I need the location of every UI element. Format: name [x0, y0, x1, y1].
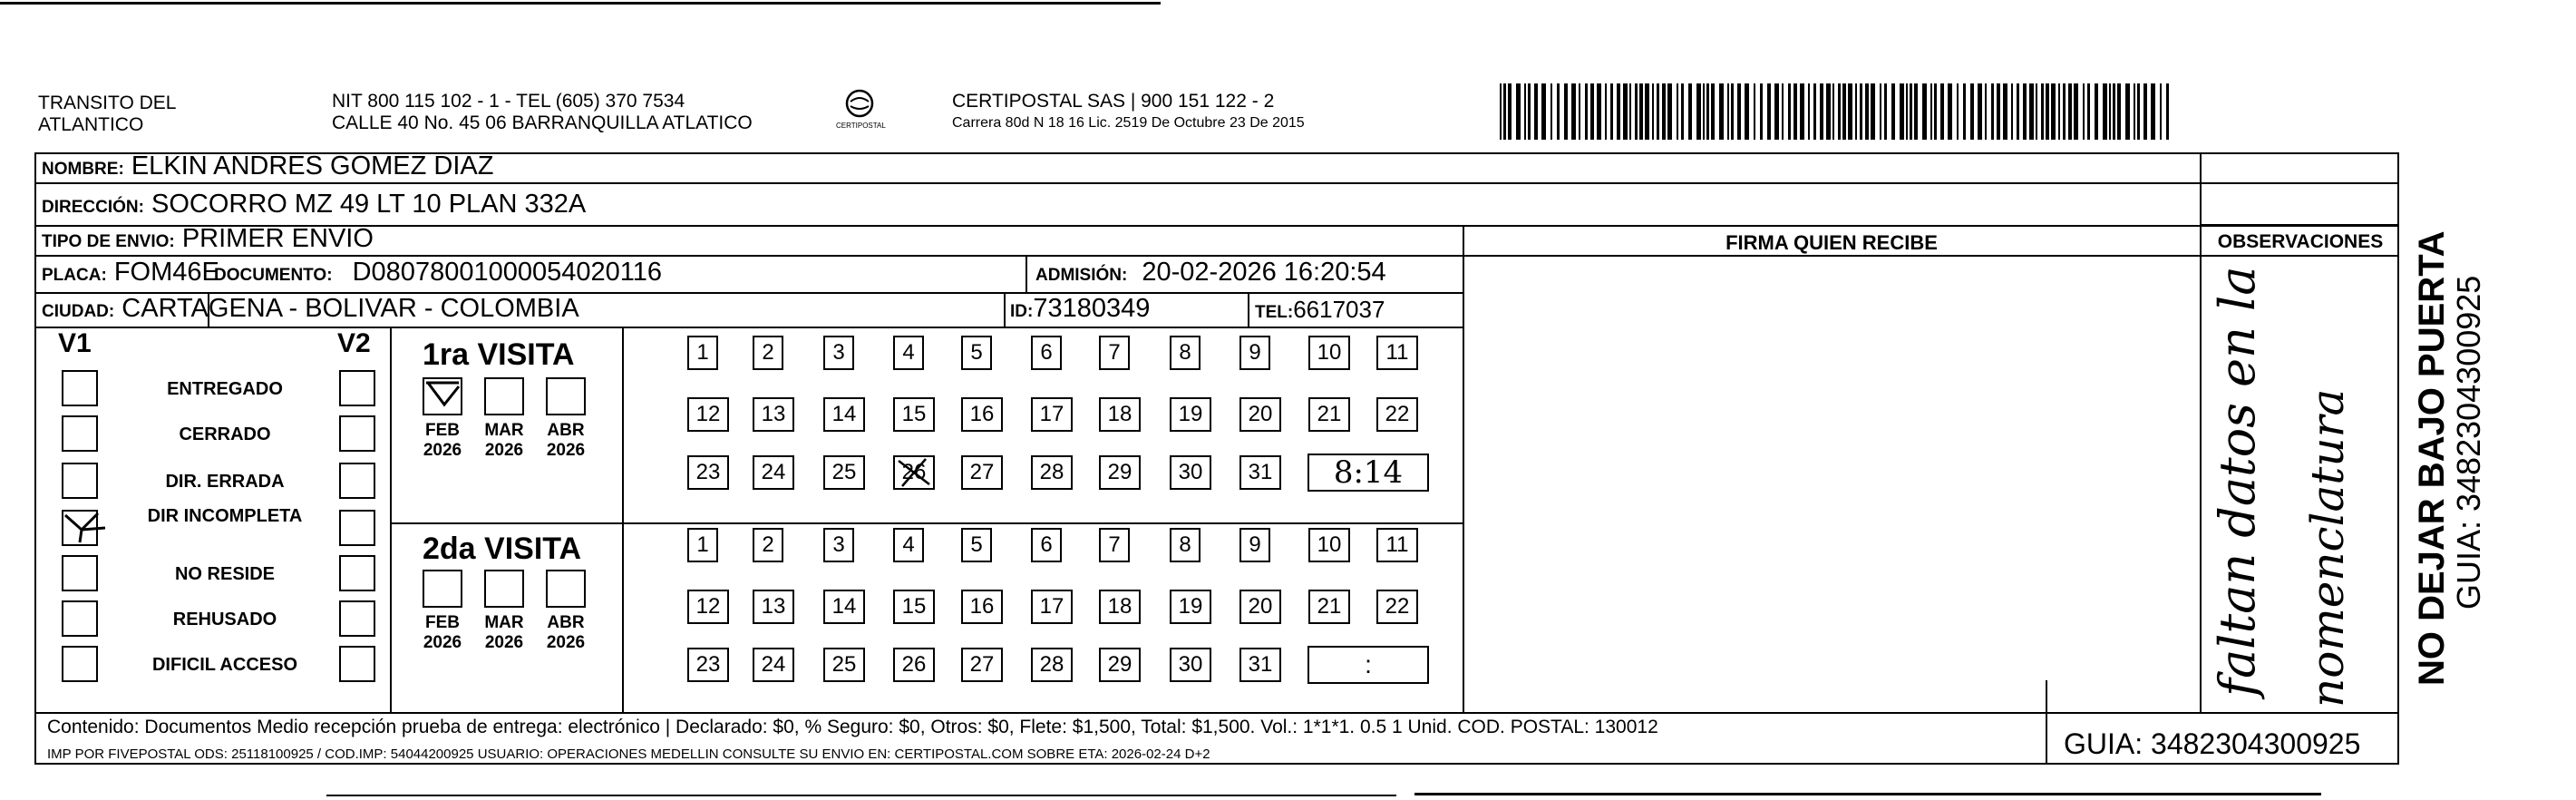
visit2-day-box[interactable]: 10: [1308, 528, 1350, 562]
visit1-day-box[interactable]: 23: [687, 455, 729, 490]
visit1-day-box[interactable]: 3: [823, 336, 854, 370]
barcode-bar: [2023, 83, 2027, 140]
barcode-bar: [1706, 83, 1709, 140]
visit1-day-box[interactable]: 2: [753, 336, 783, 370]
barcode-bar: [2134, 83, 2135, 140]
barcode-bar: [1782, 83, 1784, 140]
v1-checkbox[interactable]: [62, 415, 98, 452]
observacion-handwriting-1: faltan datos en la: [2209, 266, 2266, 697]
placa-value: FOM46E: [113, 258, 219, 287]
barcode-bar: [2113, 83, 2115, 140]
status-label: ENTREGADO: [167, 379, 283, 399]
visit1-month-label: ABR 2026: [546, 421, 586, 460]
visit1-day-box[interactable]: 19: [1170, 397, 1211, 432]
visit2-day-box[interactable]: 13: [753, 590, 794, 624]
placa-row: [42, 258, 219, 288]
address-line: CALLE 40 No. 45 06 BARRANQUILLA ATLATICO: [332, 112, 753, 133]
visit2-day-box[interactable]: 2: [753, 528, 783, 562]
tipo-envio-label: TIPO DE ENVIO:: [42, 232, 175, 251]
barcode-bar: [1906, 83, 1908, 140]
visit1-day-box[interactable]: 20: [1239, 397, 1281, 432]
barcode-bar: [1838, 83, 1841, 140]
visit2-day-box[interactable]: 11: [1376, 528, 1418, 562]
barcode-bar: [1754, 83, 1755, 140]
barcode-bar: [1731, 83, 1734, 140]
barcode-bar: [1820, 83, 1823, 140]
barcode-bar: [2095, 83, 2098, 140]
barcode-bar: [1922, 83, 1927, 140]
certipostal-logo: [836, 87, 886, 136]
v2-checkbox[interactable]: [339, 646, 375, 682]
barcode-bar: [1645, 83, 1649, 140]
id-value: 73180349: [1033, 294, 1151, 323]
visit1-day-box-crossed[interactable]: 26: [893, 455, 935, 490]
barcode-bar: [1767, 83, 1771, 140]
barcode-bar: [1662, 83, 1666, 140]
rule: [34, 327, 1463, 328]
barcode-bar: [1590, 83, 1594, 140]
barcode-bar: [2117, 83, 2121, 140]
v1-checkbox[interactable]: [62, 600, 98, 637]
barcode-bar: [1940, 83, 1944, 140]
barcode-bar: [2074, 83, 2078, 140]
bottom-cut-line: [326, 795, 1396, 796]
logo-caption: CERTIPOSTAL: [836, 122, 886, 130]
visit1-title: 1ra VISITA: [423, 337, 575, 372]
v1-checkbox[interactable]: [62, 370, 98, 406]
ciudad-value: CARTAGENA - BOLIVAR - COLOMBIA: [122, 294, 579, 323]
visit1-day-box[interactable]: 31: [1239, 455, 1281, 490]
barcode-bar: [1557, 83, 1560, 140]
visit1-day-box[interactable]: 14: [823, 397, 865, 432]
status-label: DIR. ERRADA: [165, 472, 285, 492]
barcode-bar: [1800, 83, 1804, 140]
visit2-time-box[interactable]: :: [1307, 646, 1429, 684]
visit1-month-checkbox[interactable]: [484, 377, 524, 415]
barcode-bar: [2017, 83, 2019, 140]
barcode-bar: [1997, 83, 2000, 140]
barcode-bar: [2003, 83, 2007, 140]
barcode-bar: [1948, 83, 1952, 140]
visit1-day-box[interactable]: 10: [1308, 336, 1350, 370]
footer-imp: IMP POR FIVEPOSTAL ODS: 25118100925 / COD.IMP: 54044200925 USUARIO: OPERACIONES MEDELLIN CONSULTE SU ENVIO EN: CERTIPOSTAL.COM SOBRE ETA: 2026-02-24 D+2: [47, 746, 1210, 762]
visit2-month-checkbox[interactable]: [423, 570, 462, 608]
v2-header: V2: [337, 328, 371, 358]
nombre-value: ELKIN ANDRES GOMEZ DIAZ: [131, 151, 494, 180]
rule: [2046, 680, 2047, 765]
barcode-bar: [1848, 83, 1852, 140]
rule: [1463, 225, 1464, 712]
v2-checkbox[interactable]: [339, 555, 375, 591]
visit1-month-checkbox[interactable]: [423, 377, 462, 415]
barcode-bar: [1934, 83, 1937, 140]
visit1-month-label: MAR 2026: [484, 421, 524, 460]
barcode-bar: [1865, 83, 1869, 140]
company-line: CERTIPOSTAL SAS | 900 151 122 - 2: [952, 91, 1275, 112]
barcode-bar: [1703, 83, 1705, 140]
id-label: ID:: [1010, 302, 1034, 321]
tipo-envio-value: PRIMER ENVIO: [181, 224, 374, 253]
barcode-bar: [2068, 83, 2072, 140]
barcode-bar: [1719, 83, 1724, 140]
nombre-row: [42, 151, 493, 181]
barcode-bar: [1891, 83, 1895, 140]
v2-checkbox[interactable]: [339, 463, 375, 499]
barcode-bar: [1681, 83, 1684, 140]
visit1-day-box[interactable]: 24: [753, 455, 794, 490]
barcode-bar: [1516, 83, 1521, 140]
barcode-bar: [1508, 83, 1512, 140]
barcode-bar: [1503, 83, 1506, 140]
side-title: NO DEJAR BAJO PUERTA: [2412, 230, 2452, 686]
barcode-bar: [2166, 83, 2169, 140]
documento-row: [214, 258, 662, 288]
barcode-bar: [1832, 83, 1834, 140]
v2-checkbox[interactable]: [339, 510, 375, 546]
barcode-bar: [1677, 83, 1678, 140]
barcode-bar: [1900, 83, 1904, 140]
barcode-bar: [1623, 83, 1628, 140]
barcode-bar: [1813, 83, 1816, 140]
barcode-bar: [1571, 83, 1576, 140]
observaciones-label: OBSERVACIONES: [2217, 231, 2384, 252]
barcode-bar: [2103, 83, 2107, 140]
bottom-cut-line: [1414, 793, 2321, 795]
barcode: [1500, 83, 2176, 140]
visit2-day-box[interactable]: 1: [687, 528, 718, 562]
barcode-bar: [1963, 83, 1966, 140]
visit1-day-box[interactable]: 21: [1308, 397, 1350, 432]
agency-line-2: ATLANTICO: [38, 114, 144, 135]
barcode-bar: [1880, 83, 1881, 140]
barcode-bar: [1774, 83, 1779, 140]
visit1-day-box[interactable]: 4: [893, 336, 924, 370]
barcode-bar: [1860, 83, 1862, 140]
agency-contact: [332, 91, 753, 134]
barcode-bar: [1541, 83, 1546, 140]
barcode-bar: [1657, 83, 1659, 140]
v1-checkbox[interactable]: [62, 463, 98, 499]
visit1-day-box[interactable]: 12: [687, 397, 729, 432]
visit2-day-box[interactable]: 3: [823, 528, 854, 562]
barcode-bar: [2036, 83, 2037, 140]
visit2-month-label: FEB 2026: [423, 613, 462, 652]
barcode-bar: [1564, 83, 1568, 140]
barcode-bar: [1635, 83, 1638, 140]
tel-row: [1255, 296, 1385, 324]
barcode-bar: [2109, 83, 2111, 140]
barcode-bar: [1528, 83, 1531, 140]
rule: [1004, 292, 1006, 327]
direccion-value: SOCORRO MZ 49 LT 10 PLAN 332A: [151, 190, 587, 219]
barcode-bar: [2058, 83, 2060, 140]
v2-checkbox[interactable]: [339, 370, 375, 406]
rule: [2200, 255, 2399, 257]
rule: [34, 182, 2399, 184]
barcode-bar: [1711, 83, 1715, 140]
top-cut-line: [0, 2, 1161, 5]
rule: [2200, 224, 2399, 226]
tel-label: TEL:: [1255, 303, 1294, 322]
barcode-bar: [2160, 83, 2162, 140]
ciudad-row: [42, 294, 579, 324]
direccion-row: [42, 190, 586, 220]
visit1-day-box[interactable]: 22: [1376, 397, 1418, 432]
barcode-bar: [1930, 83, 1932, 140]
visit2-day-box[interactable]: 8: [1170, 528, 1201, 562]
agency-line-1: TRANSITO DEL: [38, 93, 177, 113]
barcode-bar: [1855, 83, 1857, 140]
barcode-bar: [2051, 83, 2056, 140]
visit1-day-box[interactable]: 29: [1099, 455, 1141, 490]
visit2-title: 2da VISITA: [423, 532, 582, 566]
barcode-bar: [1688, 83, 1692, 140]
barcode-bar: [2151, 83, 2155, 140]
side-guia: GUIA: 3482304300925: [2450, 275, 2487, 610]
barcode-bar: [1617, 83, 1620, 140]
v1-checkbox[interactable]: [62, 646, 98, 682]
visit1-day-box[interactable]: 7: [1099, 336, 1130, 370]
barcode-bar: [2137, 83, 2140, 140]
status-label: REHUSADO: [172, 610, 277, 629]
barcode-bar: [1727, 83, 1729, 140]
barcode-bar: [1760, 83, 1763, 140]
barcode-bar: [2046, 83, 2049, 140]
admision-label: ADMISIÓN:: [1035, 266, 1128, 285]
barcode-bar: [2143, 83, 2147, 140]
barcode-bar: [1745, 83, 1749, 140]
visit2-day-box[interactable]: 22: [1376, 590, 1418, 624]
barcode-bar: [1534, 83, 1538, 140]
status-label: DIR INCOMPLETA: [147, 506, 303, 526]
visit2-day-box[interactable]: 9: [1239, 528, 1270, 562]
barcode-bar: [1914, 83, 1918, 140]
placa-label: PLACA:: [42, 266, 107, 285]
rule: [34, 712, 2399, 714]
visit2-day-box[interactable]: 7: [1099, 528, 1130, 562]
rule: [1248, 292, 1249, 327]
barcode-bar: [1991, 83, 1994, 140]
barcode-bar: [1808, 83, 1810, 140]
v2-checkbox[interactable]: [339, 600, 375, 637]
visit1-day-box[interactable]: 16: [961, 397, 1003, 432]
direccion-label: DIRECCIÓN:: [42, 198, 144, 217]
footer-contenido: Contenido: Documentos Medio recepción prueba de entrega: electrónico | Declarado: $0, % Seguro: $0, Otros: $0, Flete: $1,500, Total: $1,500. Vol.: 1*1*1. 0.5 1 Unid. COD. POSTAL: 130012: [47, 717, 1658, 737]
barcode-bar: [1737, 83, 1741, 140]
admision-row: [1035, 258, 1386, 288]
barcode-bar: [1985, 83, 1987, 140]
visit1-day-box[interactable]: 11: [1376, 336, 1418, 370]
barcode-bar: [1957, 83, 1959, 140]
visit2-day-box[interactable]: 23: [687, 648, 729, 682]
visit2-day-box[interactable]: 5: [961, 528, 992, 562]
visit2-day-box[interactable]: 30: [1170, 648, 1211, 682]
barcode-bar: [2011, 83, 2013, 140]
visit2-day-box[interactable]: 26: [893, 648, 935, 682]
visit2-day-box[interactable]: 19: [1170, 590, 1211, 624]
nit-line: NIT 800 115 102 - 1 - TEL (605) 370 7534: [332, 91, 685, 112]
nombre-label: NOMBRE:: [42, 160, 124, 179]
visit1-day-box[interactable]: 9: [1239, 336, 1270, 370]
visit2-day-box[interactable]: 28: [1031, 648, 1073, 682]
barcode-bar: [1500, 83, 1502, 140]
v1-checkbox[interactable]: [62, 555, 98, 591]
barcode-bar: [1978, 83, 1982, 140]
barcode-bar: [1597, 83, 1601, 140]
visit2-day-box[interactable]: 17: [1031, 590, 1073, 624]
company-info: [952, 91, 1305, 132]
visit2-day-box[interactable]: 14: [823, 590, 865, 624]
barcode-bar: [1524, 83, 1526, 140]
visit1-day-box[interactable]: 25: [823, 455, 865, 490]
tel-value: 6617037: [1293, 296, 1385, 323]
visit1-day-box[interactable]: 8: [1170, 336, 1201, 370]
barcode-bar: [1579, 83, 1580, 140]
visit2-day-box[interactable]: 6: [1031, 528, 1062, 562]
rule: [622, 327, 624, 712]
barcode-bar: [1652, 83, 1654, 140]
barcode-bar: [1788, 83, 1791, 140]
visit2-day-box[interactable]: 31: [1239, 648, 1281, 682]
visit2-day-box[interactable]: 4: [893, 528, 924, 562]
visit2-day-box[interactable]: 25: [823, 648, 865, 682]
barcode-bar: [1696, 83, 1701, 140]
rule: [34, 225, 2399, 227]
barcode-bar: [2083, 83, 2085, 140]
visit2-day-box[interactable]: 29: [1099, 648, 1141, 682]
visit1-month-checkbox[interactable]: [546, 377, 586, 415]
barcode-bar: [1871, 83, 1875, 140]
visit1-day-box[interactable]: 1: [687, 336, 718, 370]
barcode-bar: [2087, 83, 2090, 140]
barcode-bar: [1970, 83, 1974, 140]
visit2-day-box[interactable]: 24: [753, 648, 794, 682]
documento-label: DOCUMENTO:: [214, 266, 333, 285]
barcode-bar: [1826, 83, 1831, 140]
barcode-bar: [1605, 83, 1607, 140]
visit2-day-box[interactable]: 20: [1239, 590, 1281, 624]
barcode-bar: [1884, 83, 1887, 140]
visit1-day-box[interactable]: 13: [753, 397, 794, 432]
firma-label: FIRMA QUIEN RECIBE: [1725, 231, 1938, 254]
visit1-day-box[interactable]: 5: [961, 336, 992, 370]
rule: [390, 327, 392, 712]
rule: [391, 522, 1463, 524]
visit1-day-box[interactable]: 15: [893, 397, 935, 432]
visit1-day-box[interactable]: 6: [1031, 336, 1062, 370]
barcode-bar: [1667, 83, 1672, 140]
visit1-time-box[interactable]: 8:14: [1307, 454, 1429, 492]
visit2-day-box[interactable]: 16: [961, 590, 1003, 624]
rule: [1026, 255, 1027, 292]
rule: [34, 255, 2399, 257]
visit2-day-box[interactable]: 15: [893, 590, 935, 624]
v2-checkbox[interactable]: [339, 415, 375, 452]
status-label: NO RESIDE: [174, 564, 276, 584]
visit1-day-box[interactable]: 18: [1099, 397, 1141, 432]
license-line: Carrera 80d N 18 16 Lic. 2519 De Octubre 23 De 2015: [952, 115, 1305, 131]
visit2-day-box[interactable]: 18: [1099, 590, 1141, 624]
visit1-day-box[interactable]: 17: [1031, 397, 1073, 432]
barcode-bar: [1610, 83, 1613, 140]
barcode-bar: [2125, 83, 2130, 140]
barcode-bar: [2041, 83, 2044, 140]
admision-value: 20-02-2026 16:20:54: [1142, 258, 1386, 287]
visit1-month-label: FEB 2026: [423, 421, 462, 460]
visit2-day-box[interactable]: 12: [687, 590, 729, 624]
id-row: [1010, 294, 1150, 324]
v1-header: V1: [58, 328, 92, 358]
agency-name: [38, 93, 176, 136]
barcode-bar: [1639, 83, 1643, 140]
status-label: CERRADO: [179, 424, 271, 444]
barcode-bar: [2063, 83, 2066, 140]
visit2-month-checkbox[interactable]: [484, 570, 524, 608]
barcode-bar: [2029, 83, 2034, 140]
barcode-bar: [1793, 83, 1797, 140]
visit2-day-box[interactable]: 27: [961, 648, 1003, 682]
barcode-bar: [1842, 83, 1846, 140]
documento-value: D08078001000054020116: [352, 258, 662, 287]
ciudad-label: CIUDAD:: [42, 302, 115, 321]
visit2-month-label: ABR 2026: [546, 613, 586, 652]
observacion-handwriting-2: nomenclatura: [2301, 388, 2354, 707]
barcode-bar: [1585, 83, 1588, 140]
visit2-month-label: MAR 2026: [484, 613, 524, 652]
visit1-day-box[interactable]: 28: [1031, 455, 1073, 490]
barcode-bar: [1910, 83, 1912, 140]
visit1-day-box[interactable]: 30: [1170, 455, 1211, 490]
visit1-day-box[interactable]: 27: [961, 455, 1003, 490]
barcode-bar: [1550, 83, 1552, 140]
barcode-bar: [1629, 83, 1631, 140]
footer-guia: GUIA: 3482304300925: [2064, 727, 2361, 760]
tipo-envio-row: [42, 224, 374, 254]
v1-checkbox-checked[interactable]: [62, 510, 98, 546]
visit2-day-box[interactable]: 21: [1308, 590, 1350, 624]
status-label: DIFICIL ACCESO: [151, 655, 297, 675]
visit2-month-checkbox[interactable]: [546, 570, 586, 608]
